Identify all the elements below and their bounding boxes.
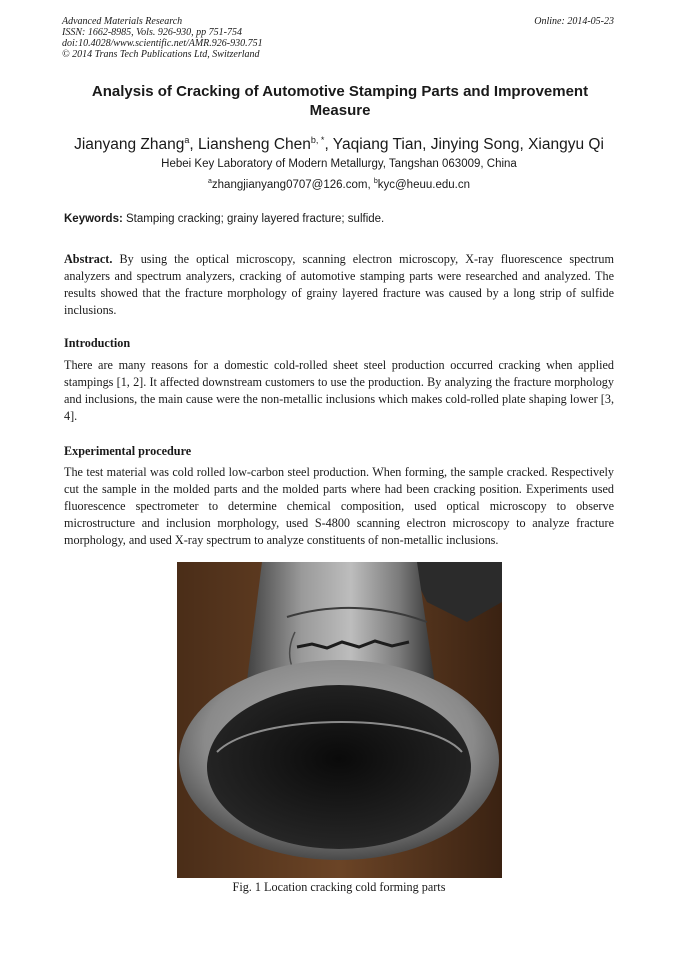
affiliation: Hebei Key Laboratory of Modern Metallurgy, Tangshan 063009, China <box>161 158 517 170</box>
abstract-label: Abstract. <box>64 252 113 266</box>
journal-name: Advanced Materials Research <box>62 16 183 27</box>
journal-copyright: © 2014 Trans Tech Publications Ltd, Switzerland <box>62 49 260 60</box>
keywords-label: Keywords: <box>64 213 123 225</box>
abstract-text: By using the optical microscopy, scanning electron microscopy, X-ray fluorescence spectrum analyzers and spectrum analyzers, cracking of automotive stamping parts were researched and analyzed. The results showed that the fracture morphology of grainy layered fracture was caused by a long strip of sulfide inclusions. <box>64 252 614 317</box>
email-a[interactable]: zhangjianyang0707@126.com, <box>211 178 371 191</box>
author-2: Liansheng Chen <box>198 136 311 154</box>
email-b[interactable]: kyc@heuu.edu.cn <box>377 178 470 191</box>
introduction-text: There are many reasons for a domestic cold-rolled sheet steel production occurred cracking when applied stampings [1, 2]. It affected downstream customers to use the production. By analyzing the fracture morphology and inclusions, the main cause were the non-metallic inclusions which makes cold-rolled plate shaping lower [3, 4]. <box>64 358 614 423</box>
author-2-affil-mark: b, * <box>310 135 325 145</box>
author-list: Jianyang Zhang$^a$, Liansheng Chen$^{b, *}$, Yaqiang Tian, Jinying Song, Xiangyu Qi <box>74 135 604 154</box>
author-emails <box>40 178 638 191</box>
journal-doi[interactable]: doi:10.4028/www.scientific.net/AMR.926-930.751 <box>62 38 263 49</box>
email-b-mark: b <box>373 178 378 185</box>
abstract <box>64 251 614 319</box>
author-1: Jianyang Zhang <box>74 136 185 154</box>
author-1-affil-mark: a <box>184 135 190 145</box>
journal-issn: ISSN: 1662-8985, Vols. 926-930, pp 751-754 <box>62 27 242 38</box>
experimental-heading: Experimental procedure <box>64 444 192 458</box>
paper-title: Analysis of Cracking of Automotive Stamping Parts and Improvement Measure <box>91 83 589 119</box>
cracked-part-illustration <box>177 562 502 878</box>
figure-1-photo <box>177 562 502 878</box>
figure-1-caption: Fig. 1 Location cracking cold forming parts <box>232 880 446 894</box>
other-authors: Yaqiang Tian, Jinying Song, Xiangyu Qi <box>332 136 604 154</box>
online-date: Online: 2014-05-23 <box>534 16 614 27</box>
tube-opening <box>207 685 471 849</box>
introduction-heading: Introduction <box>64 336 131 350</box>
journal-header <box>62 16 622 60</box>
keywords-text: Stamping cracking; grainy layered fracture; sulfide. <box>126 213 385 225</box>
experimental-text: The test material was cold rolled low-carbon steel production. When forming, the sample cracked. Respectively cut the sample in the molded parts and the molded parts where had been cracking position. Experiments used fluorescence spectrometer to determine chemical composition, used optical microscopy to observe microstructure and inclusion morphology, used S-4800 scanning electron microscopy to analyze fracture morphology, and used X-ray spectrum to analyze constituents of non-metallic inclusions. <box>64 465 614 547</box>
email-a-mark: a <box>208 178 212 185</box>
keywords <box>64 213 616 225</box>
